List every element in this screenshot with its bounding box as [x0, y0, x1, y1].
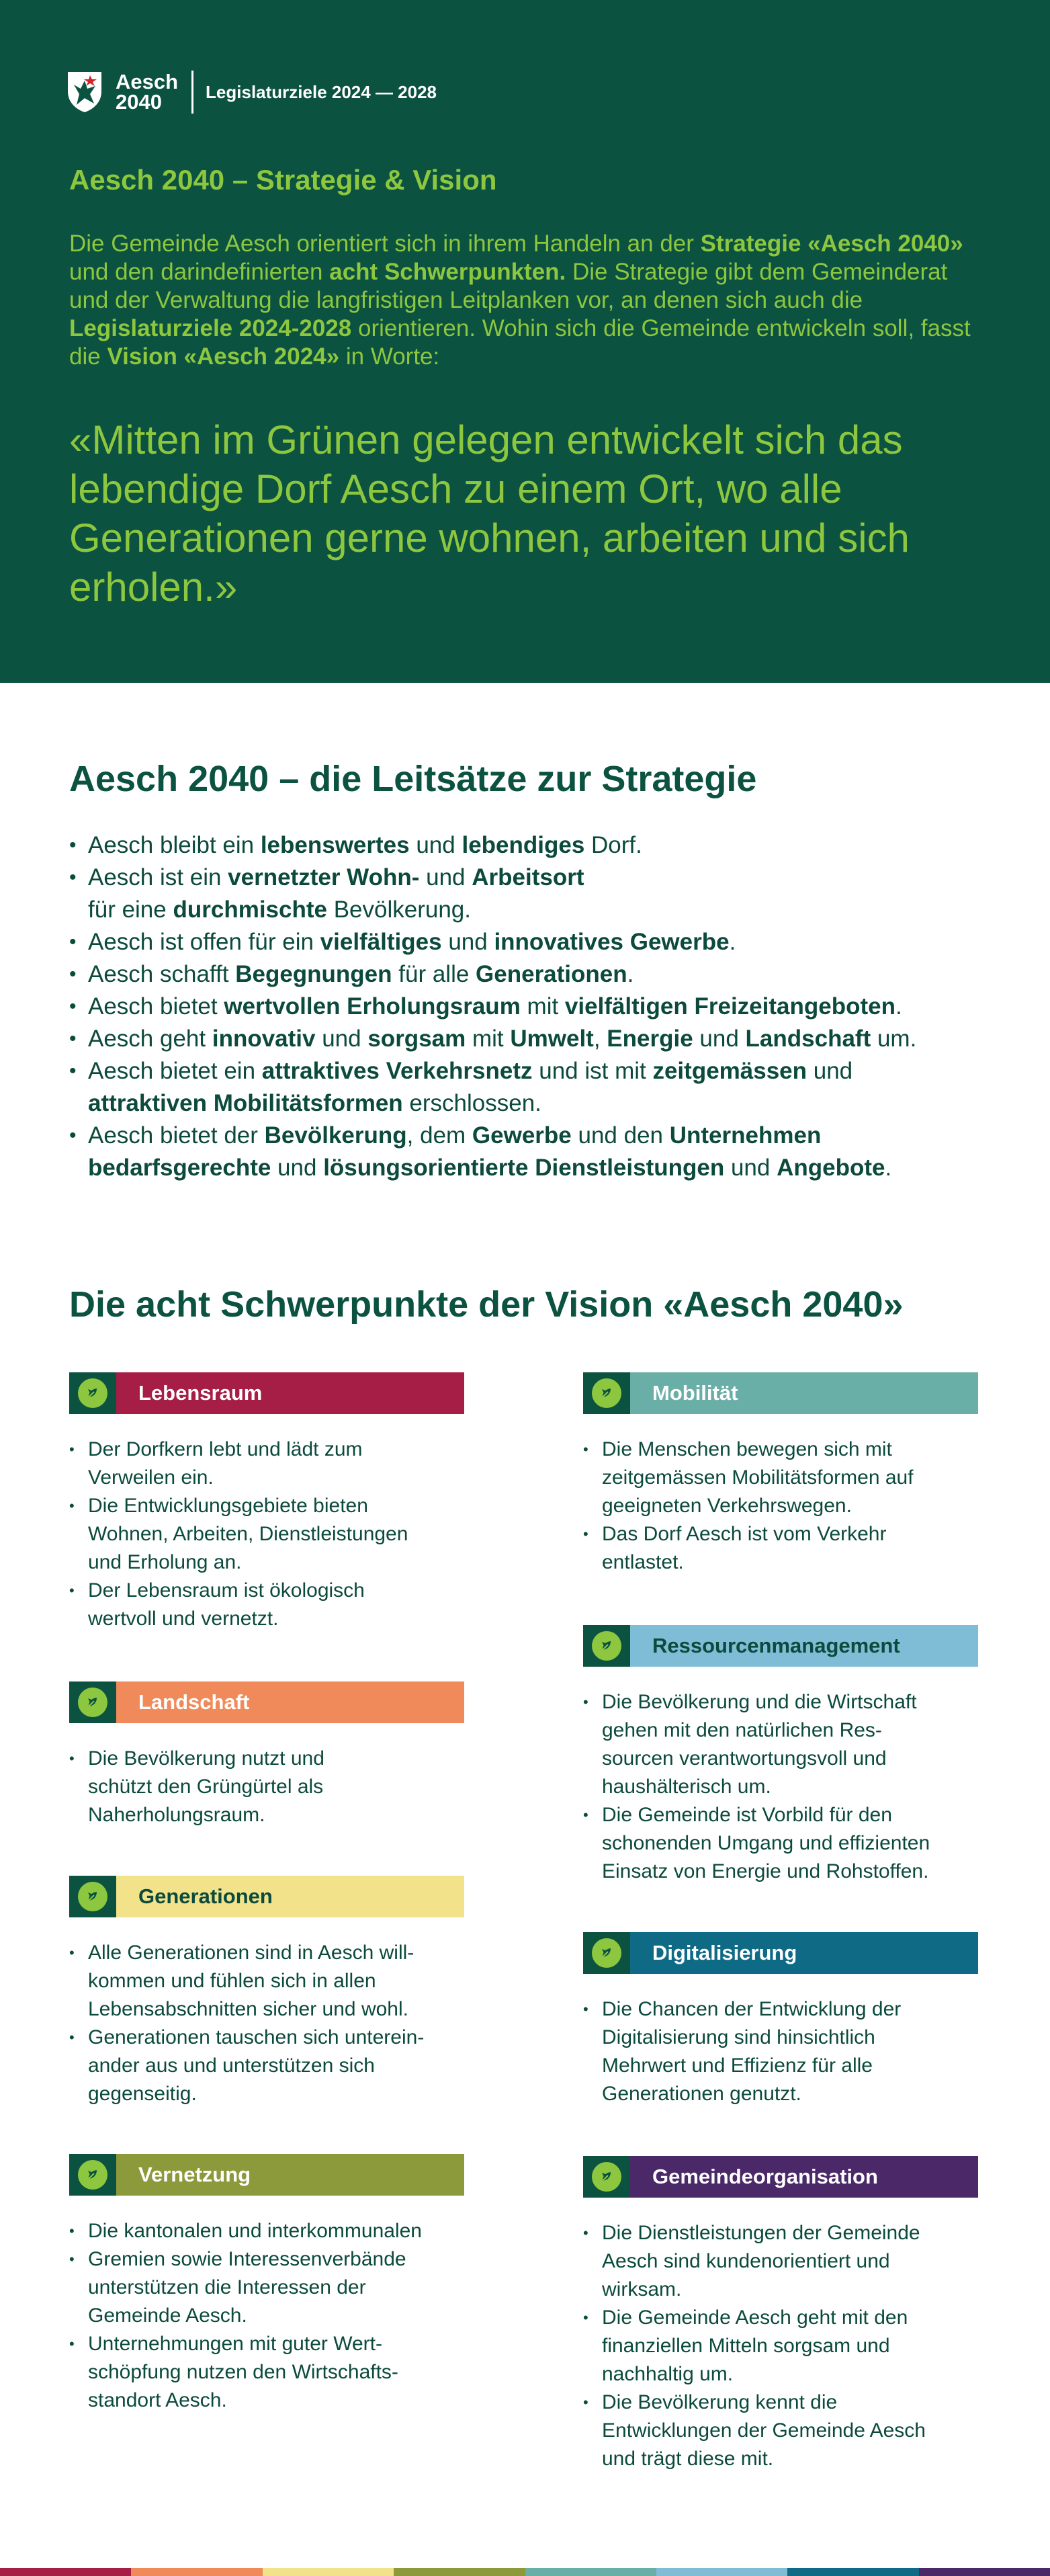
principle-text: für eine	[88, 897, 173, 923]
principle-keyword: wertvollen Erholungsraum	[224, 993, 521, 1020]
focus-card-label: Generationen	[116, 1876, 464, 1917]
principle-text: für alle	[392, 961, 476, 987]
color-bar-segment	[0, 2568, 131, 2576]
logo-line1: Aesch	[116, 70, 179, 93]
focus-card-label: Mobilität	[630, 1372, 978, 1414]
focus-card-label: Vernetzung	[116, 2154, 464, 2196]
focus-card-item: • Die Dienstleistungen der Gemeinde Aesch sind kundenorientiert und wirksam.	[583, 2219, 978, 2304]
principle-keyword: attraktives Verkehrsnetz	[261, 1058, 533, 1084]
focus-leaf-icon	[69, 1372, 116, 1414]
header-logo[interactable]	[67, 69, 437, 116]
principle-keyword: Unternehmen	[669, 1122, 822, 1149]
logo-wordmark	[116, 72, 178, 112]
focus-card-item: • Gremien sowie Interessenverbände unterstützen die Interessen der Gemeinde Aesch.	[69, 2245, 464, 2330]
focus-leaf-icon	[583, 2156, 630, 2198]
principle-keyword: vielfältiges	[320, 929, 442, 955]
principle-text: und	[441, 929, 494, 955]
focus-card-list	[69, 1939, 464, 2108]
intro-emphasis: acht Schwerpunkten.	[329, 259, 566, 285]
principle-keyword: Energie	[607, 1026, 693, 1052]
hero-title: Aesch 2040 – Strategie & Vision	[69, 164, 497, 196]
focus-card-item: • Generationen tauschen sich unterein- ander aus und unterstützen sich gegenseitig.	[69, 2024, 464, 2108]
color-bar-segment	[131, 2568, 262, 2576]
principle-text: und ist mit	[532, 1058, 653, 1084]
principle-text: Bevölkerung.	[326, 897, 471, 923]
color-bar-segment	[394, 2568, 525, 2576]
principle-text: und	[315, 1026, 368, 1052]
header-subtitle: Legislaturziele 2024 — 2028	[206, 81, 437, 102]
focus-card-ressourcenmanagement	[583, 1625, 978, 1886]
vision-quote: «Mitten im Grünen gelegen entwickelt sich das lebendige Dorf Aesch zu einem Ort, wo alle Generationen gerne wohnen, arbeiten und sich erholen.»	[69, 417, 910, 610]
hero-section	[0, 0, 1050, 683]
focus-card-item: • Die Menschen bewegen sich mit zeitgemässen Mobilitätsformen auf geeigneten Verkehrswegen.	[583, 1436, 978, 1520]
principle-text: .	[885, 1155, 892, 1181]
focus-card-header	[69, 1372, 464, 1414]
principle-keyword: vielfältigen Freizeitangeboten	[564, 993, 895, 1020]
principle-text: und	[693, 1026, 746, 1052]
intro-text: in Worte:	[339, 343, 440, 370]
principle-text: mit	[520, 993, 565, 1020]
principle-text: Aesch geht	[88, 1026, 212, 1052]
principle-text: Aesch bietet ein	[88, 1058, 262, 1084]
principle-text: Aesch bietet der	[88, 1122, 265, 1149]
principle-text: erschlossen.	[402, 1090, 541, 1116]
focus-leaf-icon	[69, 1681, 116, 1723]
intro-text: Die Gemeinde Aesch orientiert sich in ihrem Handeln an der	[69, 231, 701, 257]
principle-text: Aesch bleibt ein	[88, 832, 261, 858]
logo-line2: 2040	[116, 90, 162, 114]
focus-card-generationen	[69, 1876, 464, 2108]
focus-card-header	[583, 1932, 978, 1974]
principle-text: Aesch ist ein	[88, 864, 228, 890]
color-bar-segment	[656, 2568, 787, 2576]
principle-keyword: vernetzter Wohn-	[228, 864, 420, 890]
focus-card-item: • Der Dorfkern lebt und lädt zum Verweilen ein.	[69, 1436, 464, 1492]
focus-leaf-icon	[583, 1625, 630, 1667]
principle-text: um.	[871, 1026, 917, 1052]
principle-item	[69, 958, 1023, 991]
focus-card-item: • Die Entwicklungsgebiete bieten Wohnen, Arbeiten, Dienstleistungen und Erholung an.	[69, 1492, 464, 1577]
focus-card-mobilitat	[583, 1372, 978, 1577]
focus-card-item: • Die Bevölkerung und die Wirtschaft gehen mit den natürlichen Res- sourcen verantwortungsvoll und haushälterisch um.	[583, 1688, 978, 1801]
principle-keyword: durchmischte	[173, 897, 327, 923]
footer-color-bar	[0, 2568, 1050, 2576]
hero-intro	[69, 230, 983, 371]
focus-card-label: Digitalisierung	[630, 1932, 978, 1974]
focus-card-header	[583, 1372, 978, 1414]
focus-card-item: • Die Gemeinde Aesch geht mit den finanziellen Mitteln sorgsam und nachhaltig um.	[583, 2304, 978, 2388]
intro-emphasis: Legislaturziele 2024-2028	[69, 315, 352, 341]
focus-card-item: • Der Lebensraum ist ökologisch wertvoll und vernetzt.	[69, 1577, 464, 1633]
principle-item	[69, 991, 1023, 1023]
principle-keyword: innovatives Gewerbe	[494, 929, 730, 955]
principle-keyword: Landschaft	[745, 1026, 871, 1052]
focus-card-label: Landschaft	[116, 1681, 464, 1723]
principle-item	[69, 1023, 1023, 1055]
focus-leaf-icon	[583, 1372, 630, 1414]
focus-card-list	[69, 1745, 464, 1829]
principle-text: und	[271, 1155, 324, 1181]
focus-card-digitalisierung	[583, 1932, 978, 2108]
principle-keyword: Gewerbe	[472, 1122, 572, 1149]
focus-card-item: • Die Bevölkerung nutzt und schützt den Grüngürtel als Naherholungsraum.	[69, 1745, 464, 1829]
principle-text: Aesch bietet	[88, 993, 224, 1020]
principles-title: Aesch 2040 – die Leitsätze zur Strategie	[69, 759, 757, 799]
principle-keyword: lebenswertes	[260, 832, 410, 858]
focus-card-header	[583, 2156, 978, 2198]
focus-card-header	[69, 1681, 464, 1723]
principle-text: Aesch schafft	[88, 961, 236, 987]
focus-card-label: Gemeindeorganisation	[630, 2156, 978, 2198]
principles-list	[69, 829, 1023, 1184]
focus-card-header	[583, 1625, 978, 1667]
color-bar-segment	[919, 2568, 1050, 2576]
focus-card-label: Lebensraum	[116, 1372, 464, 1414]
focus-card-lebensraum	[69, 1372, 464, 1633]
focus-card-gemeindeorganisation	[583, 2156, 978, 2473]
intro-text: Die Strategie gibt dem Gemeinderat und der Verwaltung die langfristigen Leitplanken vor, an denen sich auch die	[69, 259, 948, 313]
coat-of-arms-icon	[67, 71, 102, 113]
focus-card-header	[69, 1876, 464, 1917]
principle-keyword: Begegnungen	[235, 961, 392, 987]
intro-text: und den darindefinierten	[69, 259, 330, 285]
principle-text: und	[724, 1155, 777, 1181]
color-bar-segment	[787, 2568, 918, 2576]
focus-card-list	[69, 1436, 464, 1633]
focus-card-item: • Die Bevölkerung kennt die Entwicklungen der Gemeinde Aesch und trägt diese mit.	[583, 2388, 978, 2473]
focus-card-list	[583, 1995, 978, 2108]
focus-card-item: • Die kantonalen und interkommunalen	[69, 2217, 464, 2245]
principle-item	[69, 1055, 1023, 1120]
intro-emphasis: Strategie «Aesch 2040»	[700, 231, 963, 257]
focus-card-list	[69, 2217, 464, 2415]
intro-emphasis: Vision «Aesch 2024»	[107, 343, 340, 370]
principle-text: mit	[466, 1026, 511, 1052]
focus-card-vernetzung	[69, 2154, 464, 2415]
principle-text: und	[807, 1058, 853, 1084]
principle-text: .	[627, 961, 634, 987]
focus-card-list	[583, 1688, 978, 1886]
focus-leaf-icon	[69, 1876, 116, 1917]
principle-item	[69, 1120, 1023, 1184]
principle-keyword: Umwelt	[510, 1026, 594, 1052]
principle-text: und	[409, 832, 462, 858]
color-bar-segment	[263, 2568, 394, 2576]
focus-card-item: • Die Chancen der Entwicklung der Digitalisierung sind hinsichtlich Mehrwert und Effizienz für alle Generationen genutzt.	[583, 1995, 978, 2108]
focus-card-list	[583, 2219, 978, 2473]
principle-text: Aesch ist offen für ein	[88, 929, 320, 955]
principle-text: .	[895, 993, 902, 1020]
principle-text: .	[729, 929, 736, 955]
focus-card-label: Ressourcenmanagement	[630, 1625, 978, 1667]
intro-text: orientieren. Wohin sich die Gemeinde entwickeln soll, fasst die	[69, 315, 971, 370]
focus-card-item: • Das Dorf Aesch ist vom Verkehr entlastet.	[583, 1520, 978, 1577]
focus-card-header	[69, 2154, 464, 2196]
color-bar-segment	[525, 2568, 656, 2576]
focus-leaf-icon	[583, 1932, 630, 1974]
principle-keyword: lebendiges	[462, 832, 585, 858]
principle-text: und	[419, 864, 472, 890]
principle-text: Dorf.	[584, 832, 642, 858]
principle-keyword: Bevölkerung	[264, 1122, 407, 1149]
principle-keyword: sorgsam	[367, 1026, 466, 1052]
principle-keyword: Generationen	[476, 961, 627, 987]
focus-card-item: • Unternehmungen mit guter Wert- schöpfung nutzen den Wirtschafts- standort Aesch.	[69, 2330, 464, 2415]
focus-card-landschaft	[69, 1681, 464, 1829]
principle-keyword: Arbeitsort	[472, 864, 584, 890]
principle-keyword: Angebote	[777, 1155, 885, 1181]
principle-keyword: lösungsorientierte Dienstleistungen	[323, 1155, 725, 1181]
principle-item	[69, 926, 1023, 958]
principle-keyword: bedarfsgerechte	[88, 1155, 271, 1181]
principle-text: und den	[571, 1122, 670, 1149]
focus-card-item: • Alle Generationen sind in Aesch will- kommen und fühlen sich in allen Lebensabschnitten sicher und wohl.	[69, 1939, 464, 2024]
principle-keyword: attraktiven Mobilitätsformen	[88, 1090, 403, 1116]
focus-card-list	[583, 1436, 978, 1577]
principle-keyword: innovativ	[212, 1026, 316, 1052]
logo-divider	[191, 71, 193, 114]
principle-item	[69, 829, 1023, 862]
principle-keyword: zeitgemässen	[652, 1058, 807, 1084]
principle-text: ,	[593, 1026, 607, 1052]
principle-item	[69, 862, 1023, 926]
principle-text: , dem	[406, 1122, 472, 1149]
focus-leaf-icon	[69, 2154, 116, 2196]
focus-title: Die acht Schwerpunkte der Vision «Aesch 2040»	[69, 1284, 904, 1325]
focus-card-item: • Die Gemeinde ist Vorbild für den schonenden Umgang und effizienten Einsatz von Energie und Rohstoffen.	[583, 1801, 978, 1886]
